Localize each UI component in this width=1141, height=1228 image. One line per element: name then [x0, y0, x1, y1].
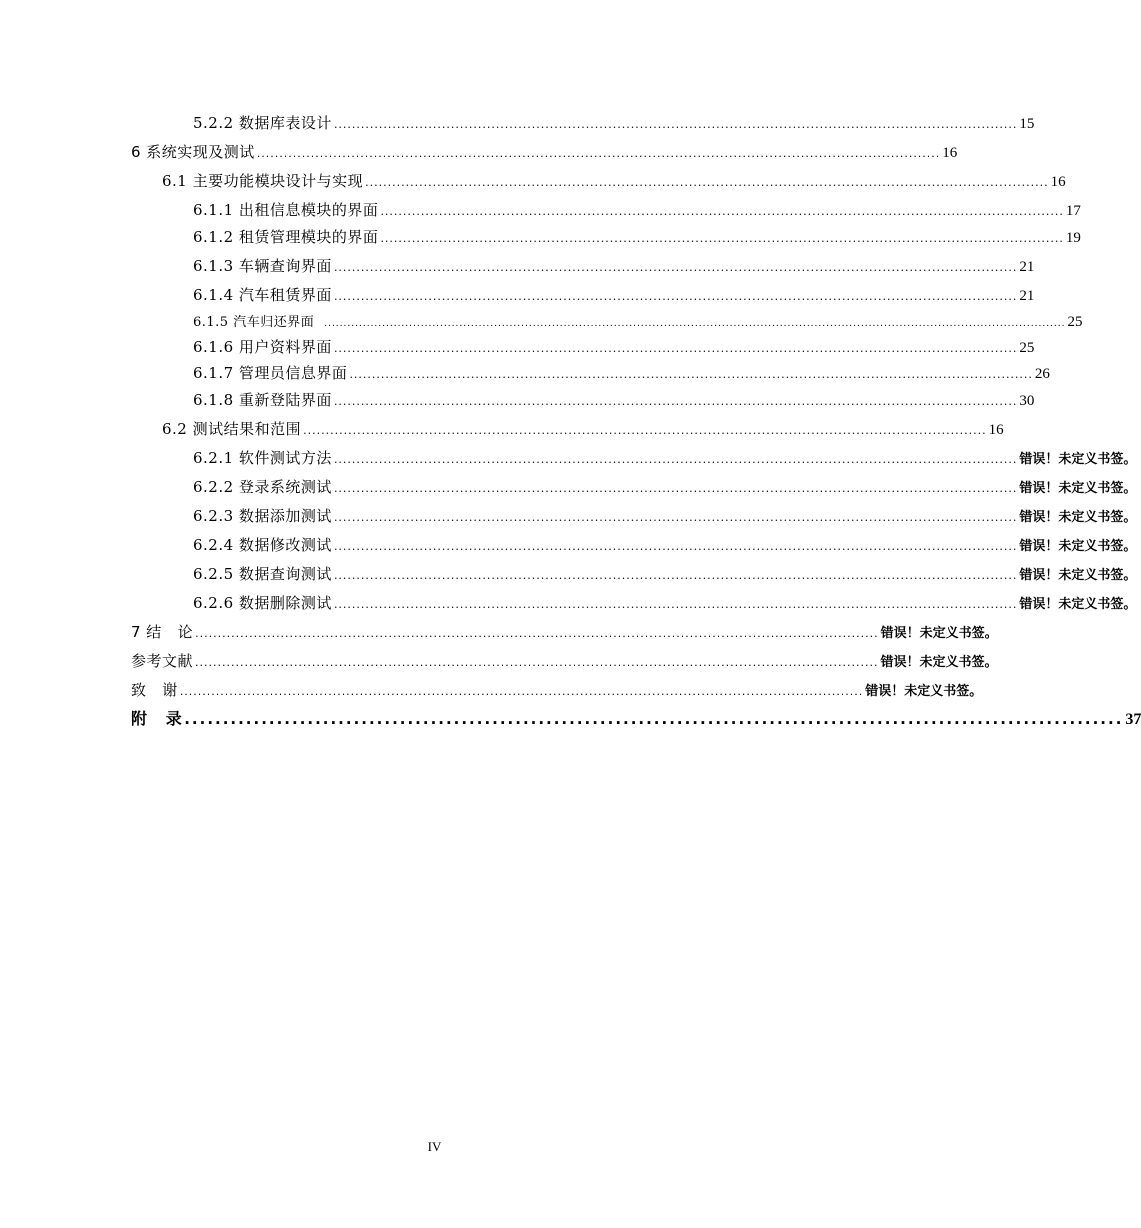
- toc-dot-leader: ................................................................................................................................................................................................: [324, 319, 1066, 329]
- toc-entry-label: 6.2.3 数据添加测试: [193, 507, 332, 525]
- toc-entry-label: 附 录: [131, 709, 183, 728]
- toc-dot-leader: ..........................................................................................................................: [184, 710, 1124, 728]
- toc-dot-leader: ........................................................................................................................................................: [195, 656, 879, 669]
- toc-entry-page: 21: [1019, 259, 1035, 275]
- toc-entry-page-error: 错误！未定义书签。: [865, 684, 983, 699]
- toc-entry-page-error: 错误！未定义书签。: [1019, 597, 1137, 612]
- toc-entry-6[interactable]: [131, 141, 958, 163]
- toc-entry-page: 25: [1019, 340, 1035, 356]
- toc-entry-label: 6.1.8 重新登陆界面: [193, 391, 332, 409]
- toc-entry-label: 6.2.2 登录系统测试: [193, 478, 332, 496]
- toc-entry-acknowledgement[interactable]: [131, 679, 983, 701]
- toc-entry-label: 6.2 测试结果和范围: [162, 420, 302, 438]
- toc-entry-page-error: 错误！未定义书签。: [1019, 452, 1137, 467]
- toc-entry-page: 15: [1019, 116, 1035, 132]
- toc-entry-page: 19: [1065, 230, 1081, 246]
- toc-entry-label: 5.2.2 数据库表设计: [193, 114, 332, 132]
- toc-dot-leader: ........................................................................................................................................................: [380, 205, 1064, 218]
- toc-entry-label: 6.1.1 出租信息模块的界面: [193, 201, 379, 219]
- toc-entry-page: 16: [942, 145, 958, 161]
- toc-entry-label: 6.1.4 汽车租赁界面: [193, 286, 332, 304]
- toc-entry-label: 6.1.2 租赁管理模块的界面: [193, 228, 379, 246]
- toc-dot-leader: ........................................................................................................................................................: [195, 627, 879, 640]
- toc-dot-leader: ........................................................................................................................................................: [333, 395, 1018, 408]
- toc-entry-6-2-5[interactable]: [193, 563, 1137, 585]
- toc-entry-page-error: 错误！未定义书签。: [880, 655, 998, 670]
- toc-entry-label: 7 结 论: [131, 623, 194, 641]
- toc-dot-leader: ........................................................................................................................................................: [333, 598, 1018, 611]
- toc-entry-page-error: 错误！未定义书签。: [1019, 568, 1137, 583]
- toc-dot-leader: ........................................................................................................................................................: [333, 540, 1018, 553]
- toc-entry-6-2-6[interactable]: [193, 592, 1137, 614]
- toc-entry-label: 6.2.1 软件测试方法: [193, 449, 332, 467]
- toc-dot-leader: ........................................................................................................................................................: [333, 342, 1018, 355]
- toc-entry-references[interactable]: [131, 650, 998, 672]
- toc-dot-leader: ........................................................................................................................................................: [333, 482, 1018, 495]
- toc-entry-6-1-2[interactable]: [193, 226, 1081, 248]
- toc-entry-label: 6.2.5 数据查询测试: [193, 565, 332, 583]
- toc-entry-page: 37: [1125, 711, 1141, 728]
- toc-entry-label: 6.1.5 汽车归还界面: [193, 315, 315, 330]
- toc-dot-leader: ........................................................................................................................................................: [349, 368, 1033, 381]
- toc-entry-page-error: 错误！未定义书签。: [1019, 510, 1137, 525]
- toc-dot-leader: ........................................................................................................................................................: [333, 118, 1018, 131]
- toc-entry-label: 6.1.6 用户资料界面: [193, 338, 332, 356]
- toc-entry-label: 6.2.4 数据修改测试: [193, 536, 332, 554]
- toc-entry-6-1-8[interactable]: [193, 389, 1035, 411]
- toc-entry-page: 16: [1050, 174, 1066, 190]
- toc-entry-6-2-3[interactable]: [193, 505, 1137, 527]
- toc-entry-6-1[interactable]: [162, 170, 1066, 192]
- toc-dot-leader: ........................................................................................................................................................: [333, 569, 1018, 582]
- toc-entry-page: 16: [988, 422, 1004, 438]
- toc-entry-page: 17: [1065, 203, 1081, 219]
- toc-entry-page: 30: [1019, 393, 1035, 409]
- toc-entry-label: 6 系统实现及测试: [131, 143, 255, 161]
- toc-entry-6-2-1[interactable]: [193, 447, 1137, 469]
- toc-entry-page: 21: [1019, 288, 1035, 304]
- toc-entry-6-1-4[interactable]: [193, 284, 1035, 306]
- toc-entry-label: 6.1 主要功能模块设计与实现: [162, 172, 364, 190]
- toc-dot-leader: ........................................................................................................................................................: [365, 176, 1049, 189]
- toc-entry-page-error: 错误！未定义书签。: [1019, 481, 1137, 496]
- toc-entry-appendix[interactable]: [131, 708, 1141, 730]
- toc-entry-5-2-2[interactable]: [193, 112, 1035, 134]
- toc-entry-6-2-4[interactable]: [193, 534, 1137, 556]
- toc-entry-page: 25: [1067, 314, 1083, 330]
- toc-entry-label: 6.1.7 管理员信息界面: [193, 364, 348, 382]
- toc-entry-page: 26: [1034, 366, 1050, 382]
- toc-dot-leader: ........................................................................................................................................................: [333, 511, 1018, 524]
- toc-entry-label: 参考文献: [131, 652, 194, 670]
- toc-dot-leader: ........................................................................................................................................................: [333, 290, 1018, 303]
- toc-entry-label: 致 谢: [131, 681, 178, 699]
- page-number: IV: [427, 1139, 442, 1154]
- toc-entry-page-error: 错误！未定义书签。: [880, 626, 998, 641]
- toc-entry-6-1-7[interactable]: [193, 362, 1050, 384]
- toc-dot-leader: ........................................................................................................................................................: [380, 232, 1064, 245]
- toc-entry-6-1-6[interactable]: [193, 336, 1035, 358]
- toc-dot-leader: ........................................................................................................................................................: [179, 685, 864, 698]
- toc-entry-7-conclusion[interactable]: [131, 621, 998, 643]
- toc-dot-leader: ........................................................................................................................................................: [303, 424, 987, 437]
- toc-entry-6-2[interactable]: [162, 418, 1004, 440]
- toc-entry-page-error: 错误！未定义书签。: [1019, 539, 1137, 554]
- toc-entry-6-1-5[interactable]: [193, 311, 1083, 333]
- toc-entry-6-1-1[interactable]: [193, 199, 1081, 221]
- toc-entry-6-2-2[interactable]: [193, 476, 1137, 498]
- toc-entry-6-1-3[interactable]: [193, 255, 1035, 277]
- toc-dot-leader: ........................................................................................................................................................: [256, 147, 941, 160]
- toc-entry-label: 6.2.6 数据删除测试: [193, 594, 332, 612]
- toc-dot-leader: ........................................................................................................................................................: [333, 453, 1018, 466]
- toc-dot-leader: ........................................................................................................................................................: [333, 261, 1018, 274]
- toc-entry-label: 6.1.3 车辆查询界面: [193, 257, 332, 275]
